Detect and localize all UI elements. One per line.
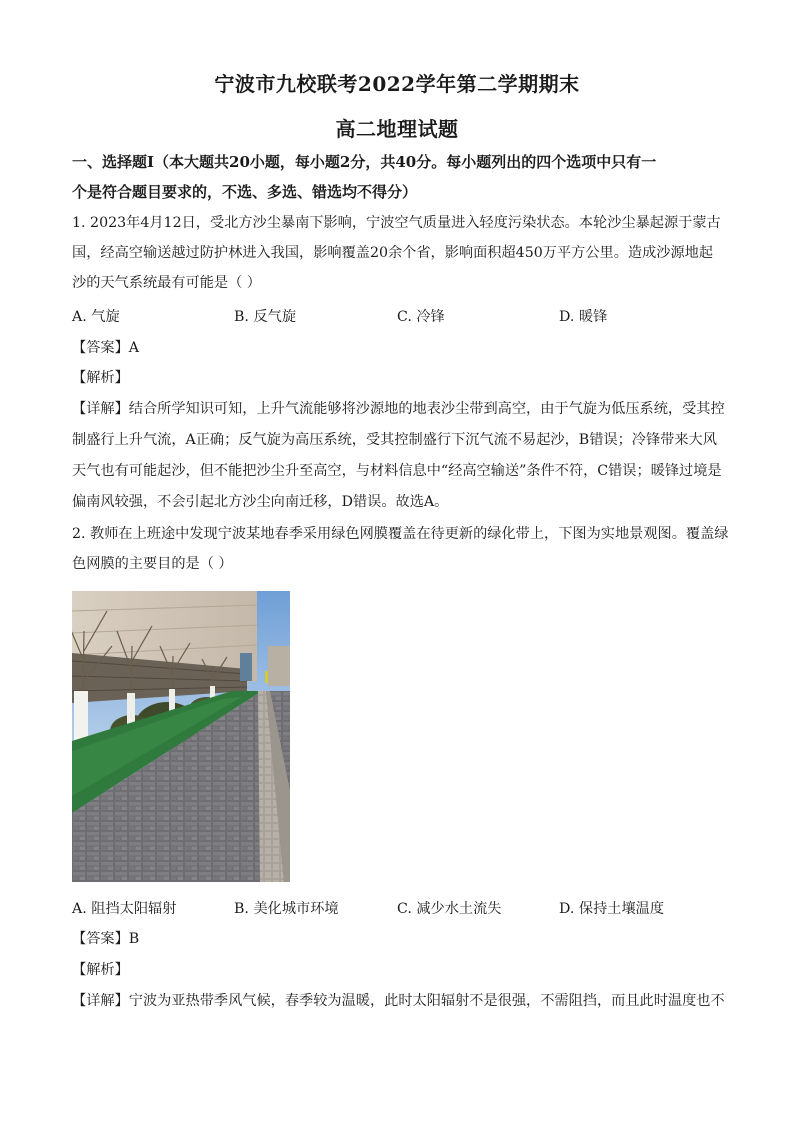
q2-option-a: A. 阻挡太阳辐射 xyxy=(72,901,177,917)
exam-subtitle: 高二地理试题 xyxy=(335,117,459,141)
q1-option-a: A. 气旋 xyxy=(72,309,120,325)
q1-options xyxy=(72,306,732,326)
q1-stem-line-3: 沙的天气系统最有可能是（ ） xyxy=(72,275,261,291)
q1-answer: 【答案】A xyxy=(72,340,139,356)
q2-option-c: C. 减少水土流失 xyxy=(397,901,502,917)
exam-title: 宁波市九校联考2022学年第二学期期末 xyxy=(214,72,580,96)
q1-option-b: B. 反气旋 xyxy=(234,309,297,325)
q1-option-d: D. 暖锋 xyxy=(559,309,608,325)
q1-detail-line-3: 天气也有可能起沙，但不能把沙尘升至高空，与材料信息中“经高空输送”条件不符，C错误；暖锋过境是 xyxy=(72,463,722,479)
q2-option-d: D. 保持土壤温度 xyxy=(559,901,665,917)
section-heading-line-2: 个是符合题目要求的，不选、多选、错选均不得分） xyxy=(72,183,418,201)
q1-detail-line-4: 偏南风较强，不会引起北方沙尘向南迁移，D错误。故选A。 xyxy=(72,494,449,510)
q2-answer: 【答案】B xyxy=(72,931,140,947)
q1-analysis-label: 【解析】 xyxy=(72,370,129,386)
q1-stem-line-1: 1. 2023年4月12日，受北方沙尘暴南下影响，宁波空气质量进入轻度污染状态。本轮沙尘暴起源于蒙古 xyxy=(72,215,721,231)
section-heading-line-1: 一、选择题Ⅰ（本大题共20小题，每小题2分，共40分。每小题列出的四个选项中只有一 xyxy=(72,153,657,171)
q1-option-c: C. 冷锋 xyxy=(397,309,445,325)
green-net-landscape-photo xyxy=(72,591,290,882)
q1-detail-line-2: 制盛行上升气流，A正确；反气旋为高压系统，受其控制盛行下沉气流不易起沙，B错误；冷锋带来大风 xyxy=(72,432,717,448)
q2-options xyxy=(72,898,732,918)
q1-stem-line-2: 国，经高空输送越过防护林进入我国，影响覆盖20余个省，影响面积超450万平方公里。造成沙源地起 xyxy=(72,245,714,261)
q1-detail-line-1: 【详解】结合所学知识可知，上升气流能够将沙源地的地表沙尘带到高空，由于气旋为低压系统，受其控 xyxy=(72,401,725,417)
q2-stem-line-2: 色网膜的主要目的是（ ） xyxy=(72,556,233,572)
q2-stem-line-1: 2. 教师在上班途中发现宁波某地春季采用绿色网膜覆盖在待更新的绿化带上，下图为实地景观图。覆盖绿 xyxy=(72,526,729,542)
q2-option-b: B. 美化城市环境 xyxy=(234,901,339,917)
q2-analysis-label: 【解析】 xyxy=(72,962,129,978)
q2-detail-line-1: 【详解】宁波为亚热带季风气候，春季较为温暖，此时太阳辐射不是很强，不需阻挡，而且此时温度也不 xyxy=(72,993,725,1009)
